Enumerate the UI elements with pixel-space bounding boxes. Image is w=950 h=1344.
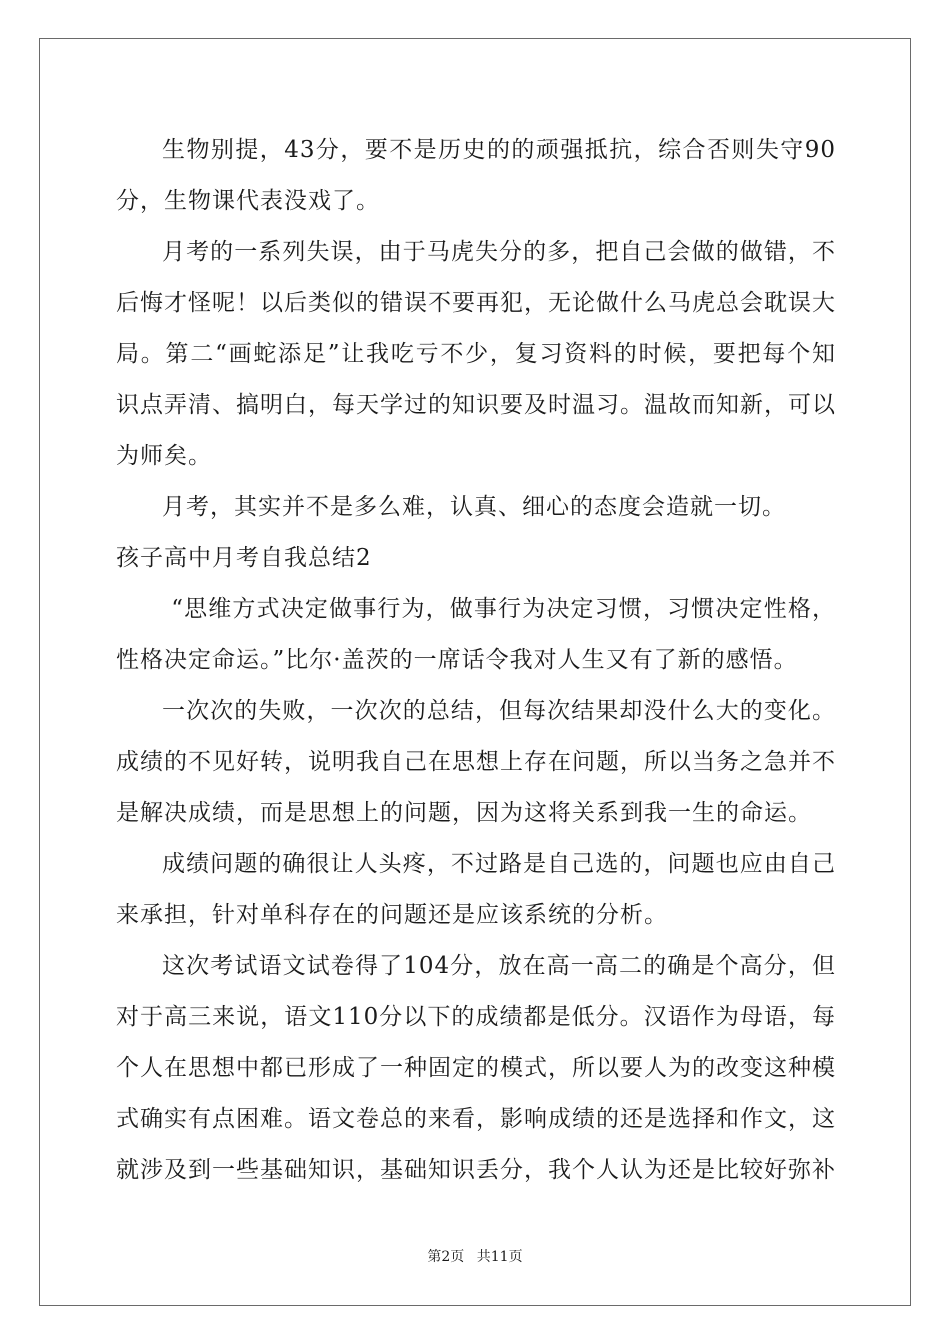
paragraph: 月考的一系列失误，由于马虎失分的多，把自己会做的做错，不后悔才怪呢！以后类似的错误不要再犯，无论做什么马虎总会耽误大局。第二“画蛇添足”让我吃亏不少，复习资料的时候，要把每个知识点弄清、搞明白，每天学过的知识要及时温习。温故而知新，可以为师矣。: [116, 239, 836, 469]
paragraph: 生物别提，43分，要不是历史的的顽强抵抗，综合否则失守90分，生物课代表没戏了。: [116, 137, 836, 214]
section-title: 孩子高中月考自我总结2: [116, 545, 372, 571]
document-body: [116, 125, 836, 1196]
page-total: 共11页: [476, 1249, 523, 1265]
paragraph: 这次考试语文试卷得了104分，放在高一高二的确是个高分，但对于高三来说，语文110分以下的成绩都是低分。汉语作为母语，每个人在思想中都已形成了一种固定的模式，所以要人为的改变这种模式确实有点困难。语文卷总的来看，影响成绩的还是选择和作文，这就涉及到一些基础知识，基础知识丢分，我个人认为还是比较好弥补: [116, 953, 836, 1183]
page-number: 第2页: [427, 1249, 465, 1265]
paragraph: “思维方式决定做事行为，做事行为决定习惯，习惯决定性格，性格决定命运。”比尔·盖茨的一席话令我对人生又有了新的感悟。: [116, 596, 836, 673]
paragraph: 成绩问题的确很让人头疼，不过路是自己选的，问题也应由自己来承担，针对单科存在的问题还是应该系统的分析。: [116, 851, 836, 928]
paragraph: 一次次的失败，一次次的总结，但每次结果却没什么大的变化。成绩的不见好转，说明我自己在思想上存在问题，所以当务之急并不是解决成绩，而是思想上的问题，因为这将关系到我一生的命运。: [116, 698, 836, 826]
paragraph: 月考，其实并不是多么难，认真、细心的态度会造就一切。: [162, 494, 786, 520]
page-footer: [0, 1246, 950, 1266]
